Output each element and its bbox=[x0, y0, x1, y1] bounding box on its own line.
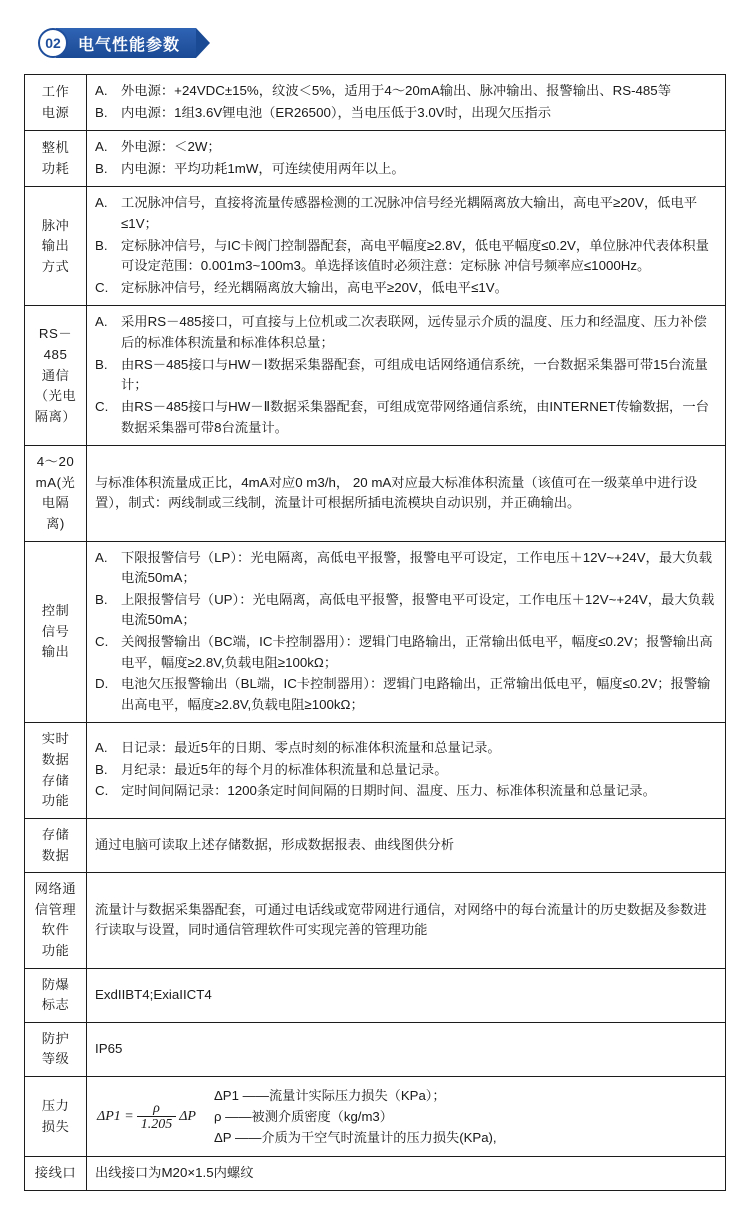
item-marker: A. bbox=[95, 740, 108, 756]
item-list bbox=[95, 312, 717, 438]
row-content bbox=[87, 306, 726, 446]
item-marker: C. bbox=[95, 783, 109, 799]
formula-fraction bbox=[137, 1101, 177, 1133]
row-text: 通过电脑可读取上述存储数据，形成数据报表、曲线图供分析 bbox=[95, 837, 455, 853]
row-label: 整机 功耗 bbox=[25, 131, 87, 187]
item-list bbox=[95, 137, 717, 179]
row-content bbox=[87, 75, 726, 131]
row-label: 4～20 mA(光 电隔离) bbox=[25, 446, 87, 541]
table-row bbox=[25, 968, 726, 1022]
list-item bbox=[95, 103, 717, 124]
legend-line: ΔP1 ——流量计实际压力损失（KPa）； bbox=[214, 1087, 446, 1103]
list-item bbox=[95, 674, 717, 715]
item-text: 内电源：1组3.6V锂电池（ER26500），当电压低于3.0V时，出现欠压指示 bbox=[121, 104, 552, 120]
item-text: 上限报警信号（UP）：光电隔离，高低电平报警，报警电平可设定，工作电压＋12V~+24V，最大负载电流50mA； bbox=[121, 591, 715, 628]
row-label: 实时 数据 存储 功能 bbox=[25, 723, 87, 818]
table-row bbox=[25, 723, 726, 818]
row-content bbox=[87, 1157, 726, 1191]
row-text: 与标准体积流量成正比，4mA对应0 m3/h， 20 mA对应最大标准体积流量（该值可在一级菜单中进行设置），制式：两线制或三线制，流量计可根据所插电流模块自动识别，并正确输出。 bbox=[95, 474, 698, 511]
item-list bbox=[95, 548, 717, 716]
row-label: 防护 等级 bbox=[25, 1022, 87, 1076]
list-item bbox=[95, 738, 717, 759]
item-marker: A. bbox=[95, 195, 108, 211]
row-label: 工作 电源 bbox=[25, 75, 87, 131]
row-content bbox=[87, 131, 726, 187]
list-item bbox=[95, 193, 717, 234]
row-text: 流量计与数据采集器配套，可通过电话线或宽带网进行通信，对网络中的每台流量计的历史数据及参数进行读取与设置，同时通信管理软件可实现完善的管理功能 bbox=[95, 901, 707, 938]
row-text: 出线接口为M20×1.5内螺纹 bbox=[95, 1165, 254, 1181]
table-row bbox=[25, 306, 726, 446]
list-item bbox=[95, 159, 717, 180]
formula-rhs: ΔP bbox=[179, 1108, 196, 1124]
item-text: 电池欠压报警输出（BL端，IC卡控制器用）：逻辑门电路输出，正常输出低电平，幅度≤0.2V；报警输出高电平，幅度≥2.8V,负载电阻≥100kΩ； bbox=[121, 676, 711, 712]
table-row bbox=[25, 818, 726, 872]
row-content bbox=[87, 541, 726, 723]
row-label: 脉冲 输出 方式 bbox=[25, 187, 87, 306]
electrical-spec-table bbox=[24, 74, 726, 1191]
row-content bbox=[87, 723, 726, 818]
list-item bbox=[95, 397, 717, 438]
item-list bbox=[95, 738, 717, 802]
list-item bbox=[95, 312, 717, 353]
item-text: 关阀报警输出（BC端，IC卡控制器用）：逻辑门电路输出，正常输出低电平，幅度≤0.2V；报警输出高电平，幅度≥2.8V,负载电阻≥100kΩ； bbox=[121, 634, 713, 670]
formula-numerator: ρ bbox=[153, 1100, 160, 1116]
list-item bbox=[95, 278, 717, 299]
pressure-loss-formula bbox=[97, 1085, 715, 1148]
list-item bbox=[95, 760, 717, 781]
row-label: 压力 损失 bbox=[25, 1076, 87, 1156]
list-item bbox=[95, 548, 717, 589]
row-content bbox=[87, 187, 726, 306]
item-text: 下限报警信号（LP）：光电隔离，高低电平报警，报警电平可设定，工作电压＋12V~+24V，最大负载电流50mA； bbox=[121, 549, 713, 586]
item-marker: C. bbox=[95, 398, 109, 414]
item-marker: B. bbox=[95, 591, 108, 607]
row-label: 网络通 信管理 软件 功能 bbox=[25, 873, 87, 968]
row-content bbox=[87, 818, 726, 872]
item-text: 定标脉冲信号，经光耦隔离放大输出，高电平≥20V，低电平≤1V。 bbox=[121, 279, 508, 295]
section-title: 电气性能参数 bbox=[56, 28, 196, 58]
row-content bbox=[87, 968, 726, 1022]
item-text: 月纪录：最近5年的每个月的标准体积流量和总量记录。 bbox=[121, 761, 448, 777]
row-content bbox=[87, 1076, 726, 1156]
row-content bbox=[87, 446, 726, 541]
item-text: 外电源：+24VDC±15%，纹波＜5%，适用于4～20mA输出、脉冲输出、报警输出、RS-485等 bbox=[121, 83, 671, 98]
list-item bbox=[95, 236, 717, 277]
list-item bbox=[95, 137, 717, 158]
row-text: ExdIIBT4;ExiaIICT4 bbox=[95, 986, 212, 1002]
item-list bbox=[95, 81, 717, 123]
row-content bbox=[87, 1022, 726, 1076]
list-item bbox=[95, 632, 717, 673]
list-item bbox=[95, 355, 717, 396]
item-text: 定标脉冲信号，与IC卡阀门控制器配套，高电平幅度≥2.8V，低电平幅度≤0.2V，单位脉冲代表体积量可设定范围：0.001m3~100m3。单选择该值时必须注意：定标脉 冲信号频率应≤1000Hz。 bbox=[121, 237, 709, 274]
item-text: 工况脉冲信号，直接将流量传感器检测的工况脉冲信号经光耦隔离放大输出，高电平≥20V，低电平≤1V； bbox=[121, 195, 698, 232]
item-list bbox=[95, 193, 717, 298]
item-marker: B. bbox=[95, 356, 108, 372]
formula-denominator: 1.205 bbox=[137, 1116, 177, 1132]
table-row bbox=[25, 1157, 726, 1191]
item-text: 由RS－485接口与HW－Ⅱ数据采集器配套，可组成宽带网络通信系统，由INTERNET传输数据，一台数据采集器可带8台流量计。 bbox=[121, 398, 709, 435]
item-marker: C. bbox=[95, 279, 109, 295]
row-content bbox=[87, 873, 726, 968]
table-row bbox=[25, 541, 726, 723]
legend-line: ρ ——被测介质密度（kg/m3） bbox=[214, 1109, 393, 1125]
item-marker: A. bbox=[95, 314, 108, 330]
item-marker: B. bbox=[95, 160, 108, 176]
item-marker: D. bbox=[95, 676, 109, 692]
item-marker: B. bbox=[95, 761, 108, 777]
item-marker: A. bbox=[95, 83, 108, 98]
row-label: 防爆 标志 bbox=[25, 968, 87, 1022]
row-label: 控制 信号 输出 bbox=[25, 541, 87, 723]
table-row bbox=[25, 131, 726, 187]
table-row bbox=[25, 446, 726, 541]
item-text: 定时间间隔记录：1200条定时间间隔的日期时间、温度、压力、标准体积流量和总量记录。 bbox=[121, 783, 656, 799]
item-text: 采用RS－485接口，可直接与上位机或二次表联网，远传显示介质的温度、压力和经温度、压力补偿后的标准体积流量和标准体积总量； bbox=[121, 314, 707, 351]
table-row bbox=[25, 1076, 726, 1156]
list-item bbox=[95, 781, 717, 802]
row-text: IP65 bbox=[95, 1041, 123, 1057]
row-label: 存储 数据 bbox=[25, 818, 87, 872]
item-text: 日记录：最近5年的日期、零点时刻的标准体积流量和总量记录。 bbox=[121, 740, 501, 756]
section-header bbox=[38, 26, 726, 60]
formula-lhs: ΔP1 = bbox=[97, 1108, 134, 1124]
item-marker: B. bbox=[95, 104, 108, 120]
formula-expression bbox=[97, 1101, 200, 1133]
row-label: 接线口 bbox=[25, 1157, 87, 1191]
item-text: 内电源：平均功耗1mW，可连续使用两年以上。 bbox=[121, 160, 405, 176]
item-text: 由RS－485接口与HW－Ⅰ数据采集器配套，可组成电话网络通信系统，一台数据采集器可带15台流量计； bbox=[121, 356, 708, 393]
table-row bbox=[25, 187, 726, 306]
item-marker: A. bbox=[95, 139, 108, 155]
item-marker: B. bbox=[95, 237, 108, 253]
table-row bbox=[25, 873, 726, 968]
list-item bbox=[95, 81, 717, 102]
table-row bbox=[25, 75, 726, 131]
table-row bbox=[25, 1022, 726, 1076]
item-text: 外电源：＜2W； bbox=[121, 139, 221, 155]
section-number-badge: 02 bbox=[38, 28, 68, 58]
legend-line: ΔP ——介质为干空气时流量计的压力损失(KPa), bbox=[214, 1130, 497, 1146]
item-marker: C. bbox=[95, 634, 109, 650]
formula-legend bbox=[214, 1085, 497, 1148]
item-marker: A. bbox=[95, 549, 108, 565]
row-label: RS－ 485 通信 （光电 隔离） bbox=[25, 306, 87, 446]
list-item bbox=[95, 590, 717, 631]
section-title-wrap bbox=[56, 28, 196, 58]
